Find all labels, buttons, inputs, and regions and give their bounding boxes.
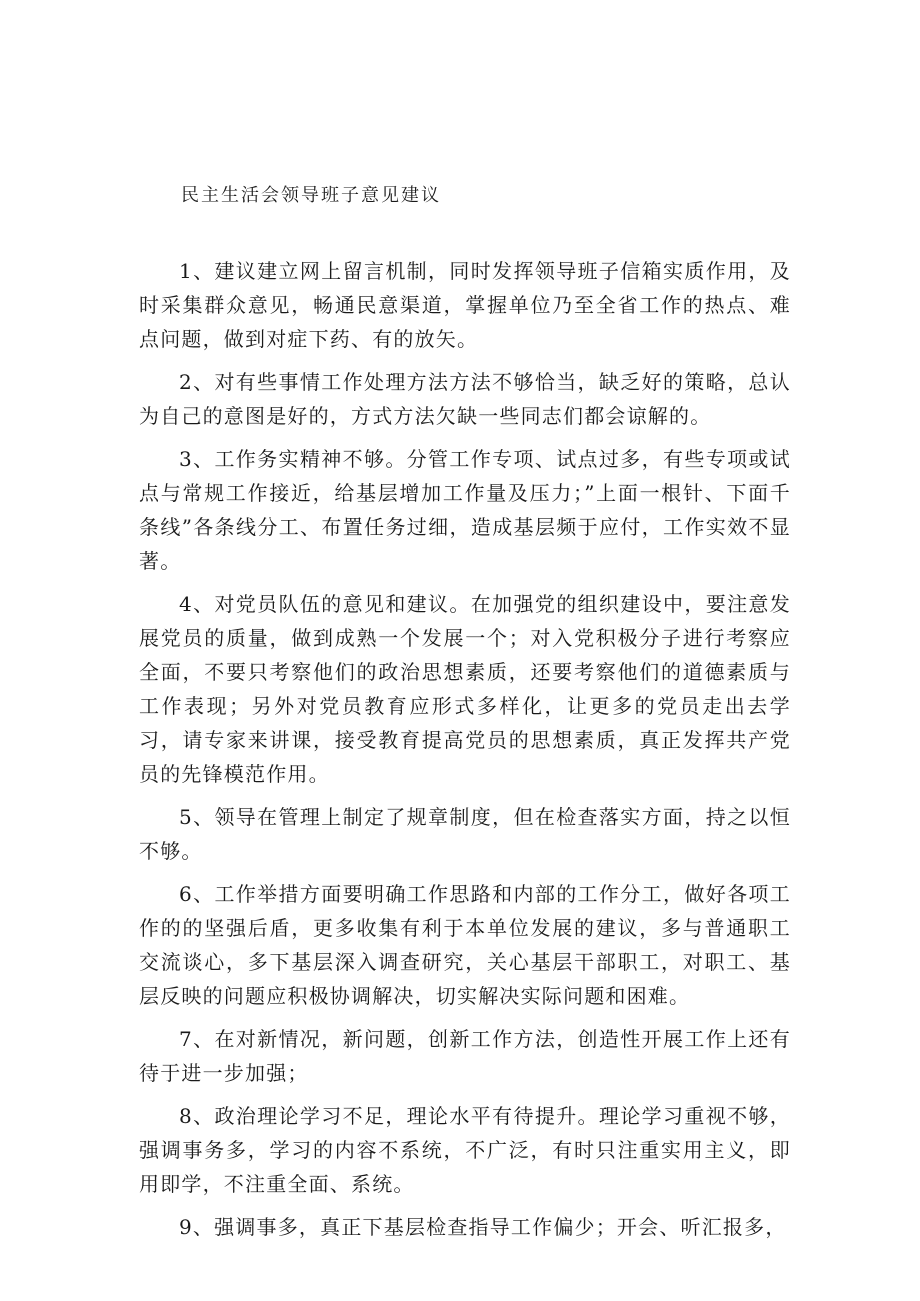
document-body [139, 254, 791, 1253]
document-title: 民主生活会领导班子意见建议 [181, 185, 441, 206]
paragraph-4: 4、对党员队伍的意见和建议。在加强党的组织建设中，要注意发展党员的质量，做到成熟一个发展一个；对入党积极分子进行考察应全面，不要只考察他们的政治思想素质，还要考察他们的道德素质与工作表现；另外对党员教育应形式多样化，让更多的党员走出去学习，请专家来讲课，接受教育提高党员的思想素质，真正发挥共产党员的先锋模范作用。 [139, 592, 791, 786]
paragraph-5: 5、领导在管理上制定了规章制度，但在检查落实方面，持之以恒不够。 [139, 805, 791, 863]
paragraph-2: 2、对有些事情工作处理方法方法不够恰当，缺乏好的策略，总认为自己的意图是好的，方式方法欠缺一些同志们都会谅解的。 [139, 370, 791, 428]
paragraph-1: 1、建议建立网上留言机制，同时发挥领导班子信箱实质作用，及时采集群众意见，畅通民意渠道，掌握单位乃至全省工作的热点、难点问题，做到对症下药、有的放矢。 [139, 259, 791, 351]
paragraph-6: 6、工作举措方面要明确工作思路和内部的工作分工，做好各项工作的的坚强后盾，更多收集有利于本单位发展的建议，多与普通职工交流谈心，多下基层深入调查研究，关心基层干部职工，对职工、基层反映的问题应积极协调解决，切实解决实际问题和困难。 [139, 882, 791, 1008]
paragraph-7: 7、在对新情况，新问题，创新工作方法，创造性开展工作上还有待于进一步加强； [139, 1027, 791, 1085]
paragraph-9: 9、强调事多，真正下基层检查指导工作偏少；开会、听汇报多， [179, 1215, 787, 1239]
paragraph-3: 3、工作务实精神不够。分管工作专项、试点过多，有些专项或试点与常规工作接近，给基层增加工作量及压力；”上面一根针、下面千条线”各条线分工、布置任务过细，造成基层频于应付，工作实效不显著。 [139, 447, 791, 573]
paragraph-8: 8、政治理论学习不足，理论水平有待提升。理论学习重视不够，强调事务多，学习的内容不系统，不广泛，有时只注重实用主义，即用即学，不注重全面、系统。 [139, 1104, 791, 1196]
